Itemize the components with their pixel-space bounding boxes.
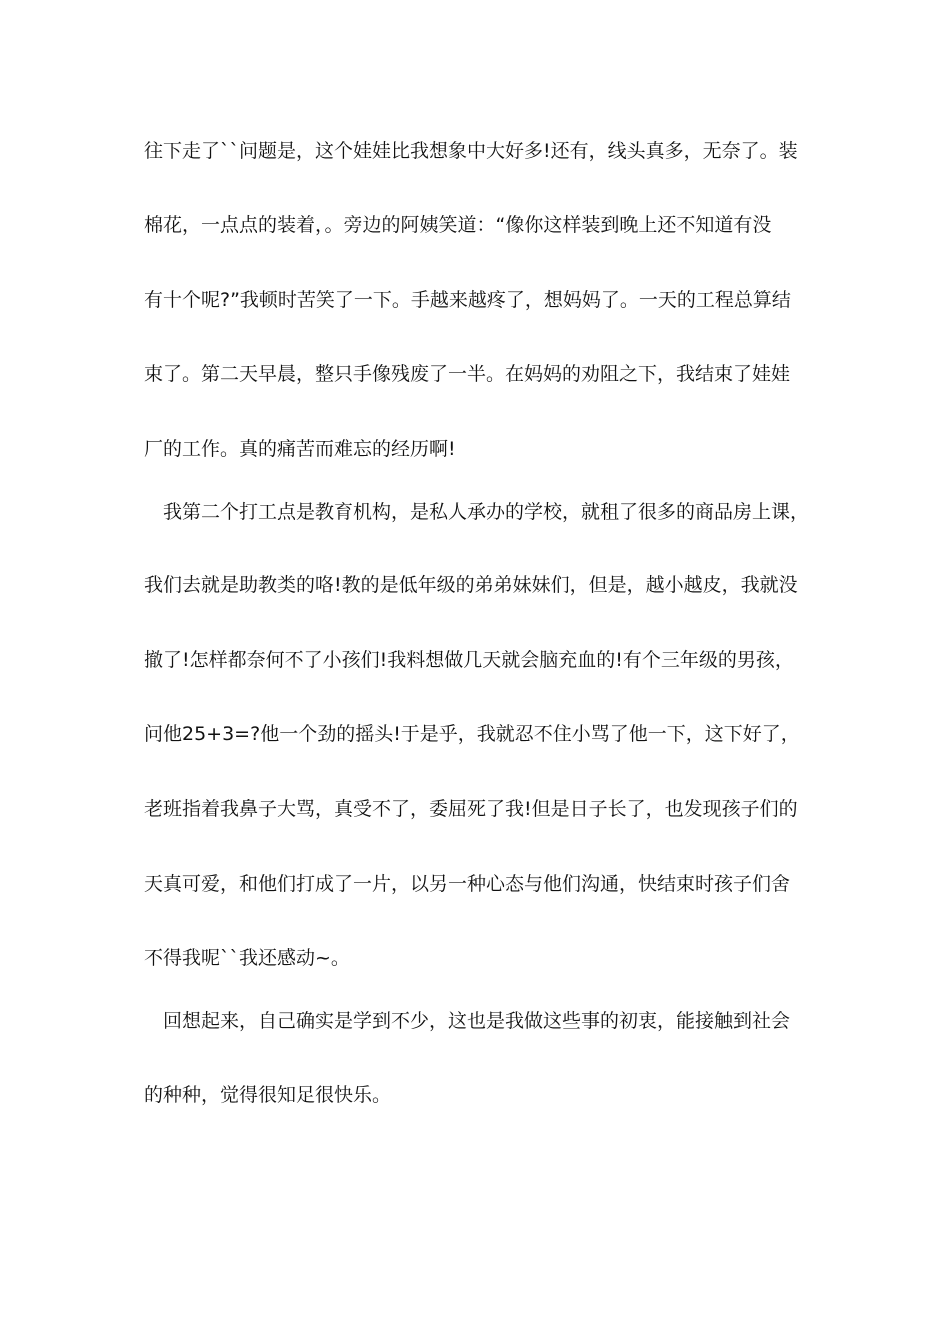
paragraph-2-line-1: 我第二个打工点是教育机构，是私人承办的学校，就租了很多的商品房上课， [163, 501, 810, 523]
paragraph-2-line-4: 问他25+3=?他一个劲的摇头!于是乎，我就忍不住小骂了他一下，这下好了， [144, 723, 800, 745]
paragraph-1-line-4: 束了。第二天早晨，整只手像残废了一半。在妈妈的劝阻之下，我结束了娃娃 [144, 363, 791, 385]
paragraph-1-line-5: 厂的工作。真的痛苦而难忘的经历啊! [144, 438, 456, 460]
paragraph-2-line-5: 老班指着我鼻子大骂，真受不了，委屈死了我!但是日子长了，也发现孩子们的 [144, 798, 798, 820]
paragraph-2-line-3: 撤了!怎样都奈何不了小孩们!我料想做几天就会脑充血的!有个三年级的男孩， [144, 649, 794, 671]
paragraph-1-line-2: 棉花，一点点的装着，。旁边的阿姨笑道：“像你这样装到晚上还不知道有没 [144, 214, 772, 236]
paragraph-1-line-3: 有十个呢?”我顿时苦笑了一下。手越来越疼了，想妈妈了。一天的工程总算结 [144, 289, 791, 311]
paragraph-2-line-6: 天真可爱，和他们打成了一片，以另一种心态与他们沟通，快结束时孩子们舍 [144, 873, 791, 895]
paragraph-2-line-2: 我们去就是助教类的咯!教的是低年级的弟弟妹妹们，但是，越小越皮，我就没 [144, 574, 798, 596]
paragraph-3-line-1: 回想起来，自己确实是学到不少，这也是我做这些事的初衷，能接触到社会 [163, 1010, 791, 1032]
paragraph-3-line-2: 的种种，觉得很知足很快乐。 [144, 1084, 392, 1106]
paragraph-1-line-1: 往下走了``问题是，这个娃娃比我想象中大好多!还有，线头真多，无奈了。装 [144, 140, 798, 162]
paragraph-2-line-7: 不得我呢``我还感动~。 [144, 947, 350, 969]
